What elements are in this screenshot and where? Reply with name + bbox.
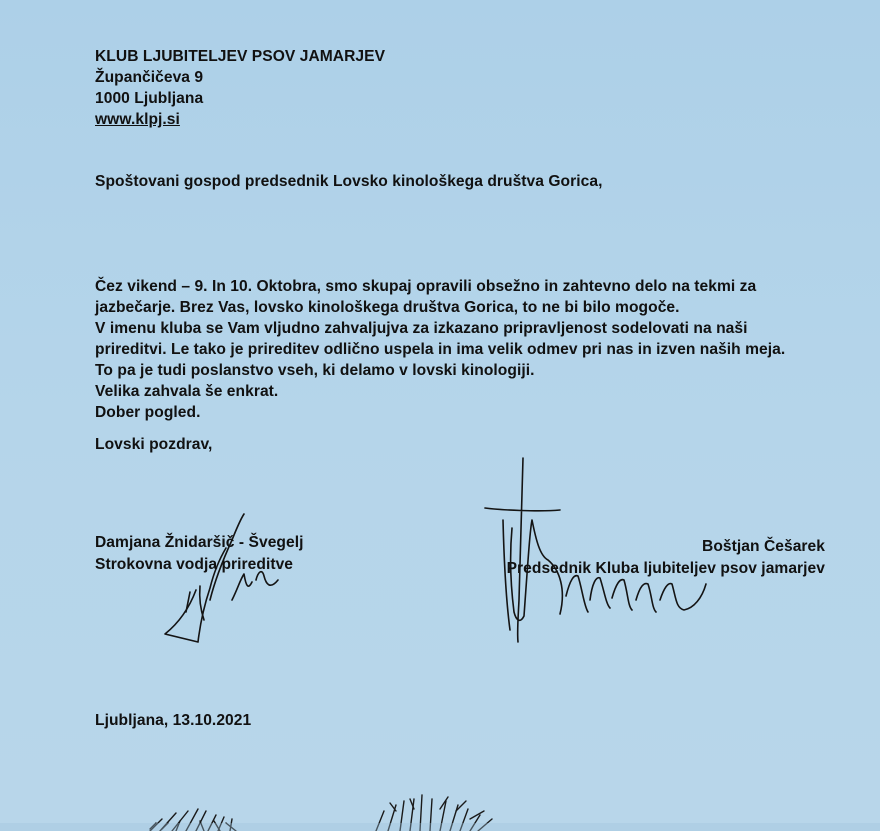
body-line: prireditvi. Le tako je prireditev odlično uspela in ima velik odmev pri nas in izven naših meja. [95,341,786,358]
signatory-right-role: Predsednik Kluba ljubiteljev psov jamarjev [506,560,825,577]
body-line: Čez vikend – 9. In 10. Oktobra, smo skupaj opravili obsežno in zahtevno delo na tekmi za [95,278,757,295]
signatory-left [95,532,303,576]
sender-street: Župančičeva 9 [95,69,204,86]
signatory-right [495,536,825,580]
body-line: V imenu kluba se Vam vljudno zahvaljujva za izkazano pripravljenost sodelovati na naši [95,320,748,337]
body-line: Dober pogled. [95,404,201,421]
signatory-right-name: Boštjan Češarek [702,538,825,555]
body-line: jazbečarje. Brez Vas, lovsko kinološkega društva Gorica, to ne bi bilo mogoče. [95,299,680,316]
body-line: To pa je tudi poslanstvo vseh, ki delamo v lovski kinologiji. [95,362,535,379]
sender-city: 1000 Ljubljana [95,90,204,107]
closing: Lovski pozdrav, [95,436,213,453]
sender-name: KLUB LJUBITELJEV PSOV JAMARJEV [95,48,386,65]
greeting: Spoštovani gospod predsednik Lovsko kinološkega društva Gorica, [95,173,603,190]
sender-website: www.klpj.si [95,111,180,128]
sender-address [95,46,385,130]
date-line: Ljubljana, 13.10.2021 [95,712,252,729]
letter-body [95,276,785,423]
signatory-left-name: Damjana Žnidaršič - Švegelj [95,534,304,551]
body-line: Velika zahvala še enkrat. [95,383,279,400]
signatory-left-role: Strokovna vodja prireditve [95,556,294,573]
pine-branch-image [0,771,880,831]
